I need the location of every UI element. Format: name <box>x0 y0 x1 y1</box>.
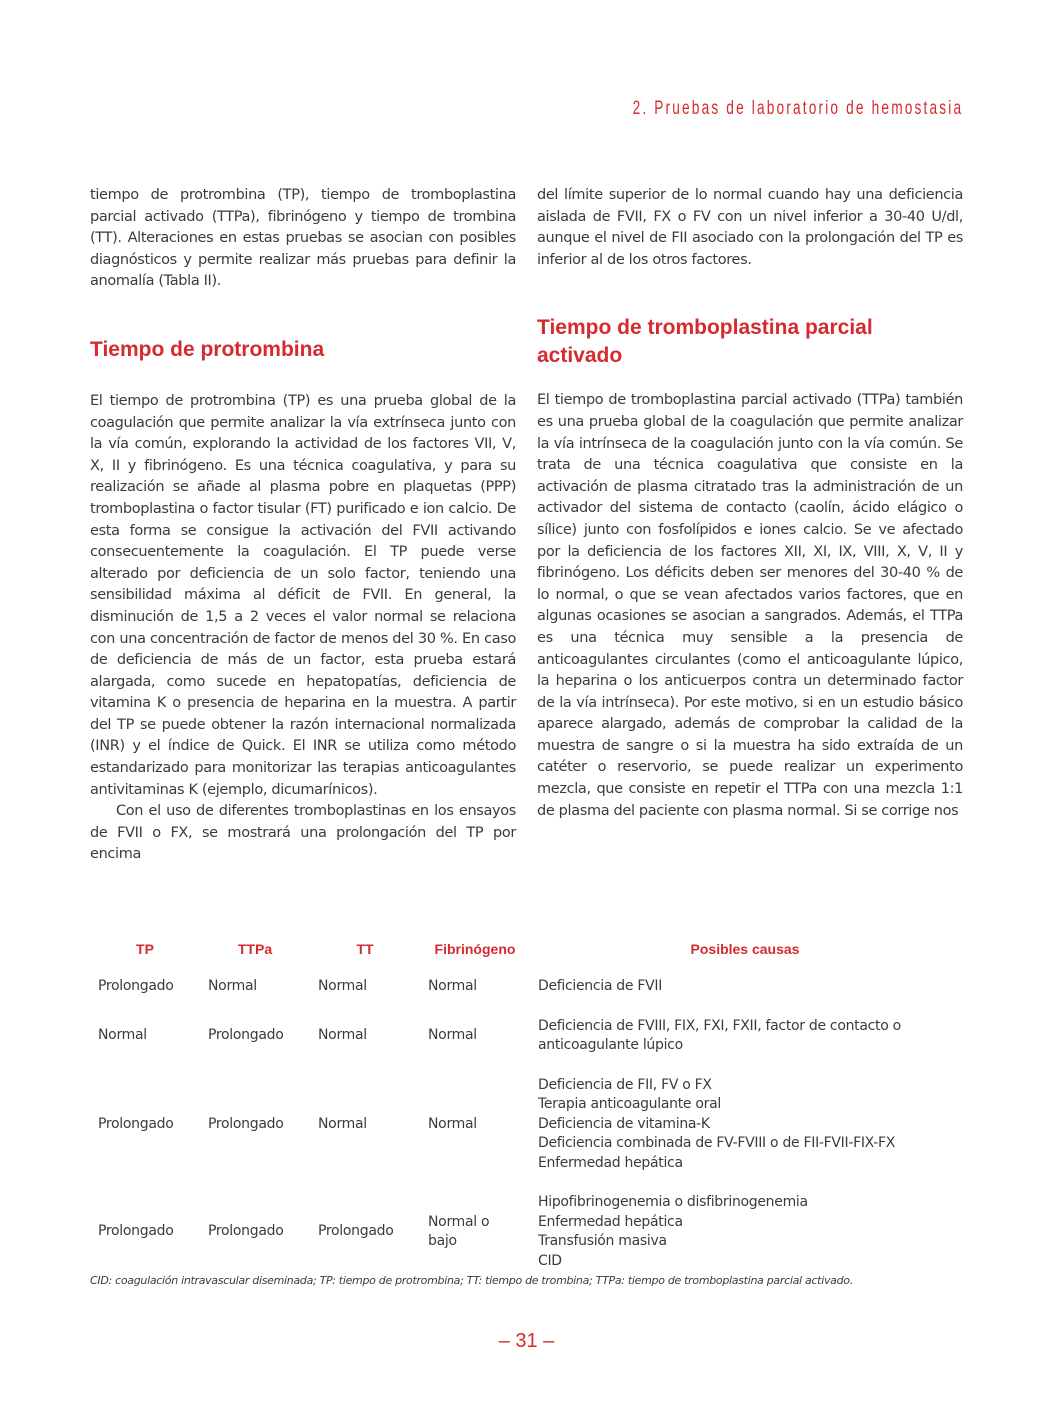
tp-paragraph-1: El tiempo de protrombina (TP) es una prueba global de la coagulación que permite analizar la vía extrínseca junto con la vía común, explorando la actividad de los factores VII, V, X, II y fibrinógeno. Es una técnica coagulativa, y para su realización se añade al plasma pobre en plaquetas (PPP) tromboplastina o factor tisular (FT) purificado e ion calcio. De esta forma se consigue la activación del FVII activando consecuentemente la coagulación. El TP puede verse alterado por deficiencia de un solo factor, teniendo una sensibilidad máxima al déficit de FVII. En general, la disminución de 1,5 a 2 veces el valor normal se relaciona con una concentración de factor de menos del 30 %. En caso de deficiencia de más de un factor, esta prueba estará alargada, como sucede en hepatopatías, deficiencia de vitamina K o presencia de heparina en la muestra. A partir del TP se puede obtener la razón internacional normalizada (INR) y el índice de Quick. El INR se utiliza como método estandarizado para monitorizar las terapias anticoagulantes antivitaminas K (ejemplo, dicumarínicos). <box>90 392 516 798</box>
cause-line: Transfusión masiva <box>538 1233 667 1249</box>
cell-ttpa: Normal <box>208 978 257 994</box>
cause-line: Deficiencia de FVIII, FIX, FXI, FXII, factor de contacto o <box>538 1017 901 1034</box>
cause-line: Deficiencia de vitamina-K <box>538 1115 710 1132</box>
tp-paragraph-2: Con el uso de diferentes tromboplastinas en los ensayos de FVII o FX, se mostrará una prolongación del TP por encima <box>90 803 516 863</box>
cell-tp: Normal <box>98 1027 147 1044</box>
section-heading-ttpa: Tiempo de tromboplastina parcial activado <box>537 316 873 368</box>
cell-tp: Prolongado <box>98 1115 174 1132</box>
cause-line: Hipofibrinogenemia o disfibrinogenemia <box>538 1194 808 1210</box>
header-fibrinogeno: Fibrinógeno <box>434 941 516 957</box>
left-intro-paragraph: tiempo de protrombina (TP), tiempo de tromboplastina parcial activado (TTPa), fibrinógeno y tiempo de trombina (TT). Alteraciones en estas pruebas se asocian con posibles diagnósticos y permite realizar más pruebas para definir la anomalía (Tabla II). <box>90 187 516 290</box>
cell-ttpa: Prolongado <box>208 1115 284 1132</box>
cell-causas <box>530 1183 960 1281</box>
cause-line: anticoagulante lúpico <box>538 1037 683 1053</box>
right-intro-paragraph: del límite superior de lo normal cuando hay una deficiencia aislada de FVII, FX o FV con un nivel inferior a 30-40 U/dl, aunque el nivel de FII asociado con la prolongación del TP es inferior al de los otros factores. <box>537 187 963 268</box>
cell-ttpa: Prolongado <box>208 1223 284 1240</box>
cell-tp: Prolongado <box>98 978 174 994</box>
cause-line: Enfermedad hepática <box>538 1213 683 1230</box>
left-column <box>90 185 516 866</box>
coagulation-table <box>90 935 960 1281</box>
table-header-row <box>90 935 960 967</box>
table-footnote: CID: coagulación intravascular diseminada; TP: tiempo de protrombina; TT: tiempo de trombina; TTPa: tiempo de tromboplastina parcial activado. <box>90 1274 853 1287</box>
cause-line: Deficiencia combinada de FV-FVIII o de FII-FVII-FIX-FX <box>538 1135 896 1151</box>
cause-line: Deficiencia de FVII <box>538 978 663 994</box>
cell-fibrinogeno: Normal <box>428 1115 477 1132</box>
cell-fibrinogeno: Normal <box>428 1027 477 1044</box>
table-row <box>90 1066 960 1184</box>
cell-fibrinogeno: Normal <box>428 978 477 994</box>
cell-tt: Prolongado <box>318 1223 394 1240</box>
cell-causas <box>530 967 960 1007</box>
cause-line: Deficiencia de FII, FV o FX <box>538 1076 712 1093</box>
header-posibles-causas: Posibles causas <box>690 941 800 957</box>
cell-ttpa: Prolongado <box>208 1027 284 1044</box>
cell-tt: Normal <box>318 978 367 994</box>
ttpa-paragraph-1: El tiempo de tromboplastina parcial activado (TTPa) también es una prueba global de la coagulación que permite analizar la vía intrínseca de la coagulación junto con la vía común. Se trata de una técnica coagulativa que consiste en la activación de plasma citratado tras la administración de un activador del sistema de contacto (caolín, ácido elágico o sílice) junto con fosfolípidos e iones calcio. Se ve afectado por la deficiencia de los factores XII, XI, IX, VIII, X, V, II y fibrinógeno. Los déficits deben ser menores del 30-40 % de lo normal, o que se vean afectados varios factores, que en algunas ocasiones se asocian a sangrados. Además, el TTPa es una técnica muy sensible a la presencia de anticoagulantes circulantes (como el anticoagulante lúpico, la heparina o los anticuerpos contra un determinado factor de la vía intrínseca). Por este motivo, si en un estudio básico aparece alargado, además de comprobar la calidad de la muestra de sangre o si la muestra ha sido extraída de un catéter o reservorio, se puede realizar un experimento mezcla, que consiste en repetir el TTPa con una mezcla 1:1 de plasma del paciente con plasma normal. Si se corrige nos <box>537 392 963 819</box>
section-heading-protrombina: Tiempo de protrombina <box>90 337 325 361</box>
right-column <box>537 185 963 822</box>
header-tt: TT <box>356 941 374 957</box>
table-row <box>90 967 960 1007</box>
running-header: 2. Pruebas de laboratorio de hemostasia <box>632 98 963 119</box>
table-row <box>90 1183 960 1281</box>
cell-causas <box>530 1066 960 1184</box>
cell-tt: Normal <box>318 1115 367 1132</box>
cell-tt: Normal <box>318 1027 367 1044</box>
cell-tp: Prolongado <box>98 1223 174 1240</box>
cell-causas <box>530 1007 960 1066</box>
page-number: – 31 – <box>498 1330 555 1352</box>
header-tp: TP <box>136 941 154 957</box>
cause-line: Terapia anticoagulante oral <box>538 1096 721 1112</box>
cell-fibrinogeno: Normal o bajo <box>428 1213 490 1249</box>
cause-line: CID <box>538 1252 562 1269</box>
table-row <box>90 1007 960 1066</box>
cause-line: Enfermedad hepática <box>538 1154 683 1171</box>
header-ttpa: TTPa <box>237 941 273 957</box>
